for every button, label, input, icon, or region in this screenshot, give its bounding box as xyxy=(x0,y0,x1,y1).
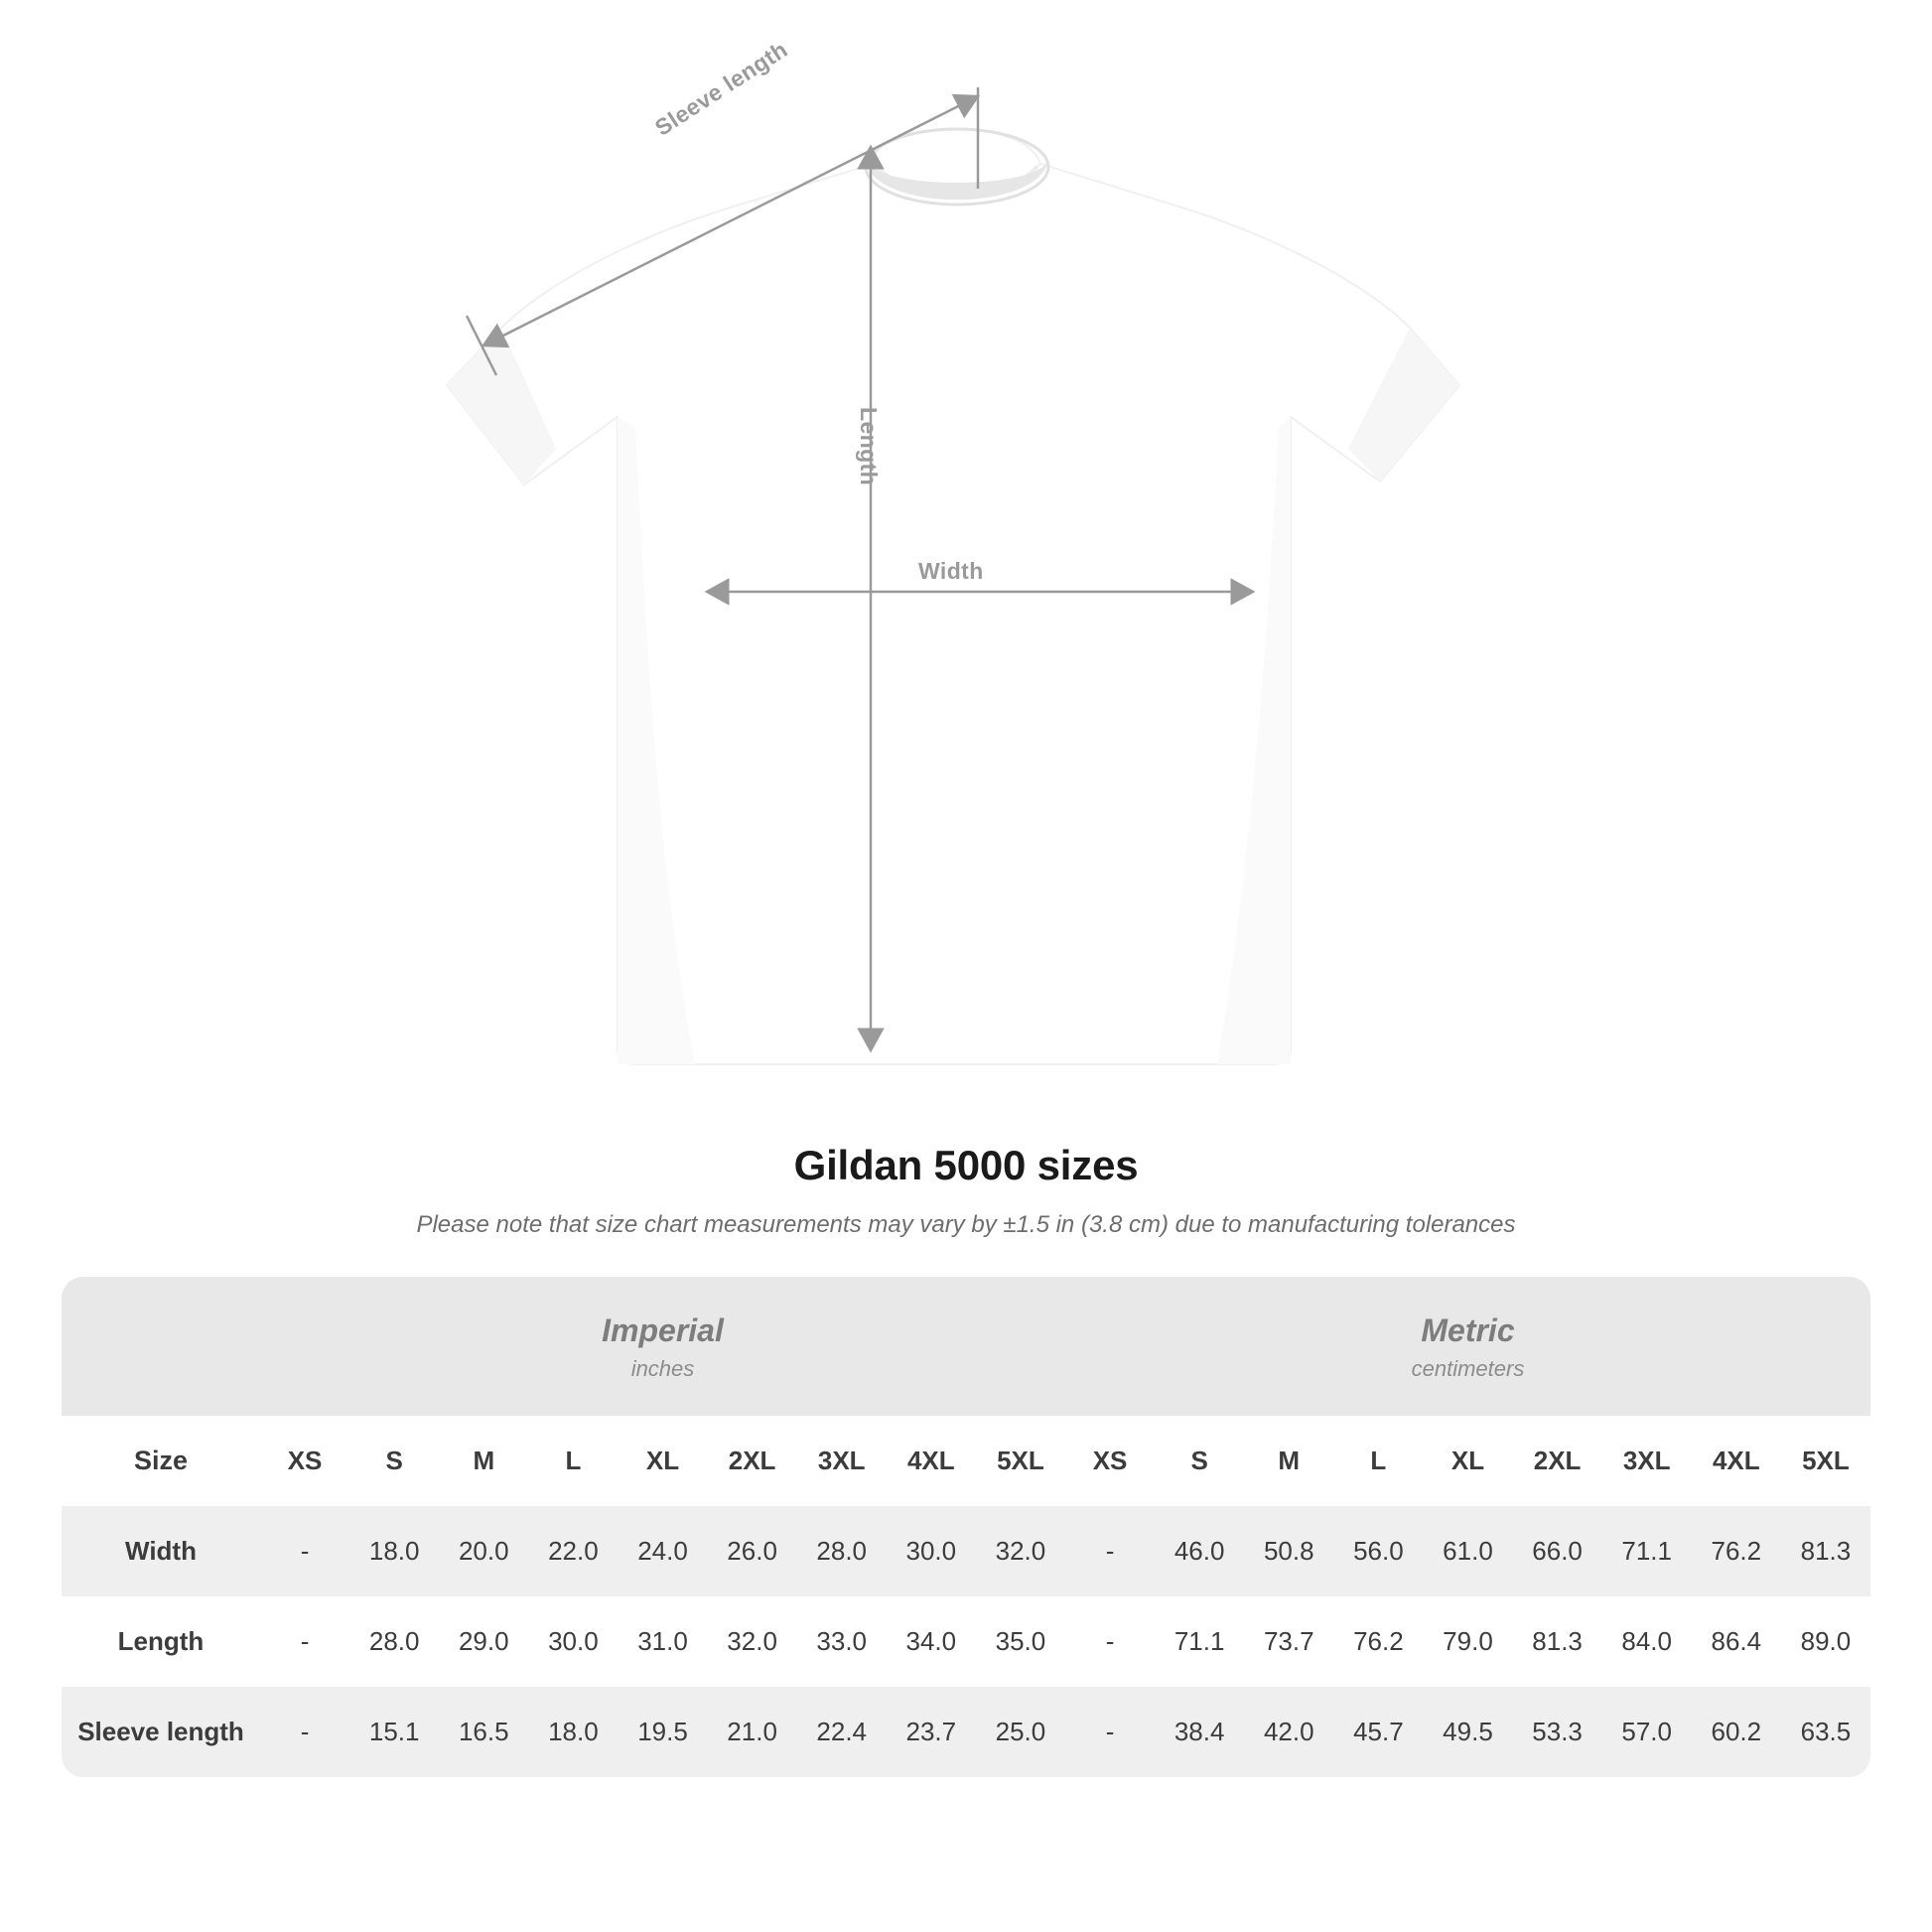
cell-sleeve-imperial-m: 16.5 xyxy=(439,1687,528,1777)
cell-sleeve-metric-l: 45.7 xyxy=(1333,1687,1423,1777)
size-header-metric-s: S xyxy=(1155,1416,1244,1506)
table-row xyxy=(62,1687,1870,1777)
size-header-imperial-xl: XL xyxy=(618,1416,707,1506)
cell-length-imperial-4xl: 34.0 xyxy=(887,1596,976,1687)
cell-sleeve-imperial-5xl: 25.0 xyxy=(976,1687,1065,1777)
cell-sleeve-imperial-4xl: 23.7 xyxy=(887,1687,976,1777)
length-dimension-label: Length xyxy=(856,407,882,486)
row-label-width: Width xyxy=(62,1506,260,1596)
cell-width-metric-l: 56.0 xyxy=(1333,1506,1423,1596)
cell-length-metric-m: 73.7 xyxy=(1244,1596,1333,1687)
cell-width-metric-5xl: 81.3 xyxy=(1781,1506,1870,1596)
cell-sleeve-metric-4xl: 60.2 xyxy=(1692,1687,1781,1777)
cell-width-imperial-m: 20.0 xyxy=(439,1506,528,1596)
unit-imperial-sub: inches xyxy=(630,1356,695,1381)
cell-sleeve-metric-2xl: 53.3 xyxy=(1513,1687,1602,1777)
cell-length-metric-xl: 79.0 xyxy=(1423,1596,1512,1687)
cell-length-imperial-5xl: 35.0 xyxy=(976,1596,1065,1687)
cell-width-imperial-4xl: 30.0 xyxy=(887,1506,976,1596)
cell-sleeve-imperial-xl: 19.5 xyxy=(618,1687,707,1777)
title-block xyxy=(0,1142,1932,1239)
size-header-metric-2xl: 2XL xyxy=(1513,1416,1602,1506)
cell-width-metric-s: 46.0 xyxy=(1155,1506,1244,1596)
size-header-metric-4xl: 4XL xyxy=(1692,1416,1781,1506)
cell-length-imperial-l: 30.0 xyxy=(528,1596,618,1687)
cell-length-metric-s: 71.1 xyxy=(1155,1596,1244,1687)
tolerance-note: Please note that size chart measurements may vary by ±1.5 in (3.8 cm) due to manufacturing tolerances xyxy=(416,1211,1516,1238)
cell-width-imperial-5xl: 32.0 xyxy=(976,1506,1065,1596)
cell-width-metric-4xl: 76.2 xyxy=(1692,1506,1781,1596)
cell-sleeve-metric-xl: 49.5 xyxy=(1423,1687,1512,1777)
cell-length-metric-2xl: 81.3 xyxy=(1513,1596,1602,1687)
size-header-metric-xs: XS xyxy=(1065,1416,1155,1506)
cell-length-metric-3xl: 84.0 xyxy=(1602,1596,1692,1687)
table-row xyxy=(62,1596,1870,1687)
size-chart-panel xyxy=(62,1277,1870,1777)
size-header-metric-3xl: 3XL xyxy=(1602,1416,1692,1506)
cell-length-metric-l: 76.2 xyxy=(1333,1596,1423,1687)
cell-width-imperial-xs: - xyxy=(260,1506,349,1596)
cell-sleeve-imperial-3xl: 22.4 xyxy=(797,1687,887,1777)
size-header-imperial-2xl: 2XL xyxy=(708,1416,797,1506)
table-row xyxy=(62,1506,1870,1596)
cell-sleeve-metric-3xl: 57.0 xyxy=(1602,1687,1692,1777)
cell-length-imperial-xs: - xyxy=(260,1596,349,1687)
cell-sleeve-metric-xs: - xyxy=(1065,1687,1155,1777)
cell-width-imperial-3xl: 28.0 xyxy=(797,1506,887,1596)
cell-width-imperial-l: 22.0 xyxy=(528,1506,618,1596)
cell-length-imperial-s: 28.0 xyxy=(349,1596,439,1687)
size-header-imperial-xs: XS xyxy=(260,1416,349,1506)
width-dimension-label: Width xyxy=(918,558,984,584)
unit-imperial xyxy=(260,1277,1065,1416)
unit-imperial-name: Imperial xyxy=(602,1312,724,1348)
cell-length-imperial-m: 29.0 xyxy=(439,1596,528,1687)
sleeve-length-dimension-label: Sleeve length xyxy=(650,36,792,141)
cell-width-metric-3xl: 71.1 xyxy=(1602,1506,1692,1596)
size-header-row xyxy=(62,1416,1870,1506)
cell-sleeve-imperial-s: 15.1 xyxy=(349,1687,439,1777)
size-header-imperial-5xl: 5XL xyxy=(976,1416,1065,1506)
row-label-sleeve-length: Sleeve length xyxy=(62,1687,260,1777)
cell-width-metric-xl: 61.0 xyxy=(1423,1506,1512,1596)
size-header-imperial-l: L xyxy=(528,1416,618,1506)
size-header-metric-xl: XL xyxy=(1423,1416,1512,1506)
size-header-imperial-4xl: 4XL xyxy=(887,1416,976,1506)
cell-sleeve-metric-s: 38.4 xyxy=(1155,1687,1244,1777)
size-header-metric-l: L xyxy=(1333,1416,1423,1506)
cell-width-metric-2xl: 66.0 xyxy=(1513,1506,1602,1596)
row-label-length: Length xyxy=(62,1596,260,1687)
unit-header-spacer xyxy=(62,1277,260,1416)
cell-length-metric-xs: - xyxy=(1065,1596,1155,1687)
cell-width-metric-xs: - xyxy=(1065,1506,1155,1596)
cell-width-imperial-xl: 24.0 xyxy=(618,1506,707,1596)
unit-metric-name: Metric xyxy=(1421,1312,1515,1348)
cell-length-metric-4xl: 86.4 xyxy=(1692,1596,1781,1687)
cell-length-imperial-3xl: 33.0 xyxy=(797,1596,887,1687)
size-chart-table xyxy=(62,1277,1870,1777)
cell-sleeve-metric-m: 42.0 xyxy=(1244,1687,1333,1777)
cell-length-imperial-xl: 31.0 xyxy=(618,1596,707,1687)
cell-width-imperial-s: 18.0 xyxy=(349,1506,439,1596)
cell-length-metric-5xl: 89.0 xyxy=(1781,1596,1870,1687)
size-header-imperial-3xl: 3XL xyxy=(797,1416,887,1506)
cell-length-imperial-2xl: 32.0 xyxy=(708,1596,797,1687)
size-header-metric-m: M xyxy=(1244,1416,1333,1506)
unit-header-row xyxy=(62,1277,1870,1416)
size-header-label: Size xyxy=(62,1416,260,1506)
page-title: Gildan 5000 sizes xyxy=(793,1142,1139,1188)
size-header-imperial-s: S xyxy=(349,1416,439,1506)
size-header-imperial-m: M xyxy=(439,1416,528,1506)
unit-metric-sub: centimeters xyxy=(1411,1356,1525,1381)
cell-width-imperial-2xl: 26.0 xyxy=(708,1506,797,1596)
size-header-metric-5xl: 5XL xyxy=(1781,1416,1870,1506)
cell-sleeve-metric-5xl: 63.5 xyxy=(1781,1687,1870,1777)
unit-metric xyxy=(1065,1277,1870,1416)
cell-sleeve-imperial-l: 18.0 xyxy=(528,1687,618,1777)
cell-sleeve-imperial-2xl: 21.0 xyxy=(708,1687,797,1777)
cell-width-metric-m: 50.8 xyxy=(1244,1506,1333,1596)
cell-sleeve-imperial-xs: - xyxy=(260,1687,349,1777)
